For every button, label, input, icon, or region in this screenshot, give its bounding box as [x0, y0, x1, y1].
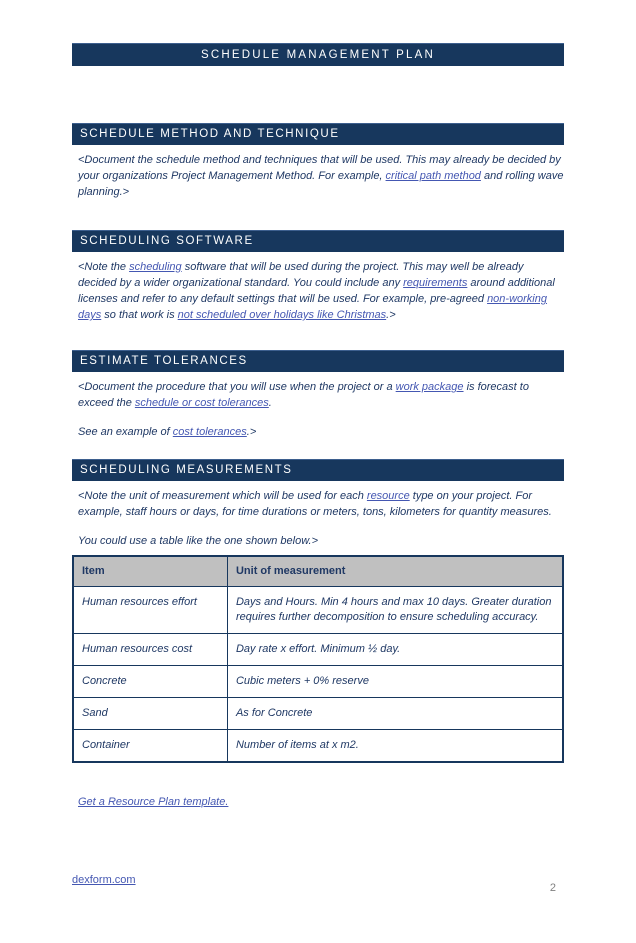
inline-hyperlink[interactable]: schedule or cost tolerances: [134, 397, 269, 409]
text-run: <Note the unit of measurement which will be used for each: [78, 490, 367, 502]
document-page: [0, 43, 636, 943]
table-cell: Day rate x effort. Minimum ½ day.: [227, 634, 563, 666]
table-row: [73, 634, 563, 666]
inline-hyperlink[interactable]: scheduling: [129, 261, 182, 273]
section-heading-bar: [72, 350, 564, 372]
text-run: is forecast to exceed the: [78, 381, 529, 409]
section: [72, 230, 564, 323]
table-cell: Number of items at x m2.: [227, 730, 563, 763]
text-run: .: [268, 397, 272, 409]
table-cell: Human resources effort: [73, 587, 227, 634]
text-run: .>: [246, 426, 257, 438]
table-row: [73, 587, 563, 634]
sections-container: [72, 123, 564, 549]
section-heading: SCHEDULE METHOD AND TECHNIQUE: [80, 128, 340, 140]
section-heading-bar: [72, 123, 564, 145]
section: [72, 459, 564, 549]
table-cell: Container: [73, 730, 227, 763]
table-cell: Human resources cost: [73, 634, 227, 666]
table-header-row: [73, 556, 563, 587]
text-run: <Document the schedule method and techniques that will be used. This may already be decided by your organizations Project Management Method. For example,: [78, 154, 561, 182]
inline-hyperlink[interactable]: not scheduled over holidays like Christmas: [177, 309, 387, 321]
table-row: [73, 666, 563, 698]
table-cell: As for Concrete: [227, 698, 563, 730]
measurements-table: [72, 555, 564, 763]
paragraph: [72, 424, 564, 440]
section-heading: SCHEDULING SOFTWARE: [80, 235, 254, 247]
paragraph: [72, 488, 564, 520]
section: [72, 123, 564, 200]
text-run: <Note the: [78, 261, 130, 273]
table-header-cell: Unit of measurement: [227, 556, 563, 587]
text-run: type on your project. For example, staff hours or days, for time durations or meters, tons, kilometers for quantity measures.: [78, 490, 552, 518]
table-cell: Concrete: [73, 666, 227, 698]
bottom-link-line: [72, 796, 564, 808]
paragraph: [72, 152, 564, 200]
footer-site-link[interactable]: dexform.com: [72, 874, 136, 886]
paragraph: [72, 533, 564, 549]
inline-hyperlink[interactable]: cost tolerances: [172, 426, 247, 438]
inline-hyperlink[interactable]: non-working days: [78, 293, 547, 321]
inline-hyperlink[interactable]: resource: [366, 490, 410, 502]
document-title: SCHEDULE MANAGEMENT PLAN: [200, 49, 436, 61]
text-run: and rolling wave planning.>: [78, 170, 564, 198]
document-title-bar: [72, 43, 564, 66]
paragraph: [72, 259, 564, 323]
text-run: You could use a table like the one shown below.>: [78, 535, 319, 547]
inline-hyperlink[interactable]: work package: [395, 381, 464, 393]
text-run: .>: [386, 309, 396, 321]
table-row: [73, 698, 563, 730]
text-run: See an example of: [78, 426, 173, 438]
text-run: so that work is: [101, 309, 178, 321]
inline-hyperlink[interactable]: critical path method: [385, 170, 481, 182]
paragraph: [72, 379, 564, 411]
section-heading: ESTIMATE TOLERANCES: [80, 355, 248, 367]
section: [72, 350, 564, 440]
text-run: around additional licenses and refer to any default settings that will be used. For example, pre-agreed: [78, 277, 555, 305]
section-heading: SCHEDULING MEASUREMENTS: [80, 464, 293, 476]
inline-hyperlink[interactable]: requirements: [403, 277, 468, 289]
table-cell: Cubic meters + 0% reserve: [227, 666, 563, 698]
page-number: 2: [549, 882, 556, 894]
table-cell: Days and Hours. Min 4 hours and max 10 days. Greater duration requires further decomposition to ensure scheduling accuracy.: [227, 587, 563, 634]
table-cell: Sand: [73, 698, 227, 730]
text-run: software that will be used during the project. This may well be already decided by a wider organizational standard. You could include any: [78, 261, 524, 289]
resource-plan-template-link[interactable]: Get a Resource Plan template.: [78, 796, 229, 808]
table-row: [73, 730, 563, 763]
table-header-cell: Item: [73, 556, 227, 587]
section-heading-bar: [72, 230, 564, 252]
page-footer: [72, 874, 564, 894]
text-run: <Document the procedure that you will use when the project or a: [78, 381, 396, 393]
section-heading-bar: [72, 459, 564, 481]
